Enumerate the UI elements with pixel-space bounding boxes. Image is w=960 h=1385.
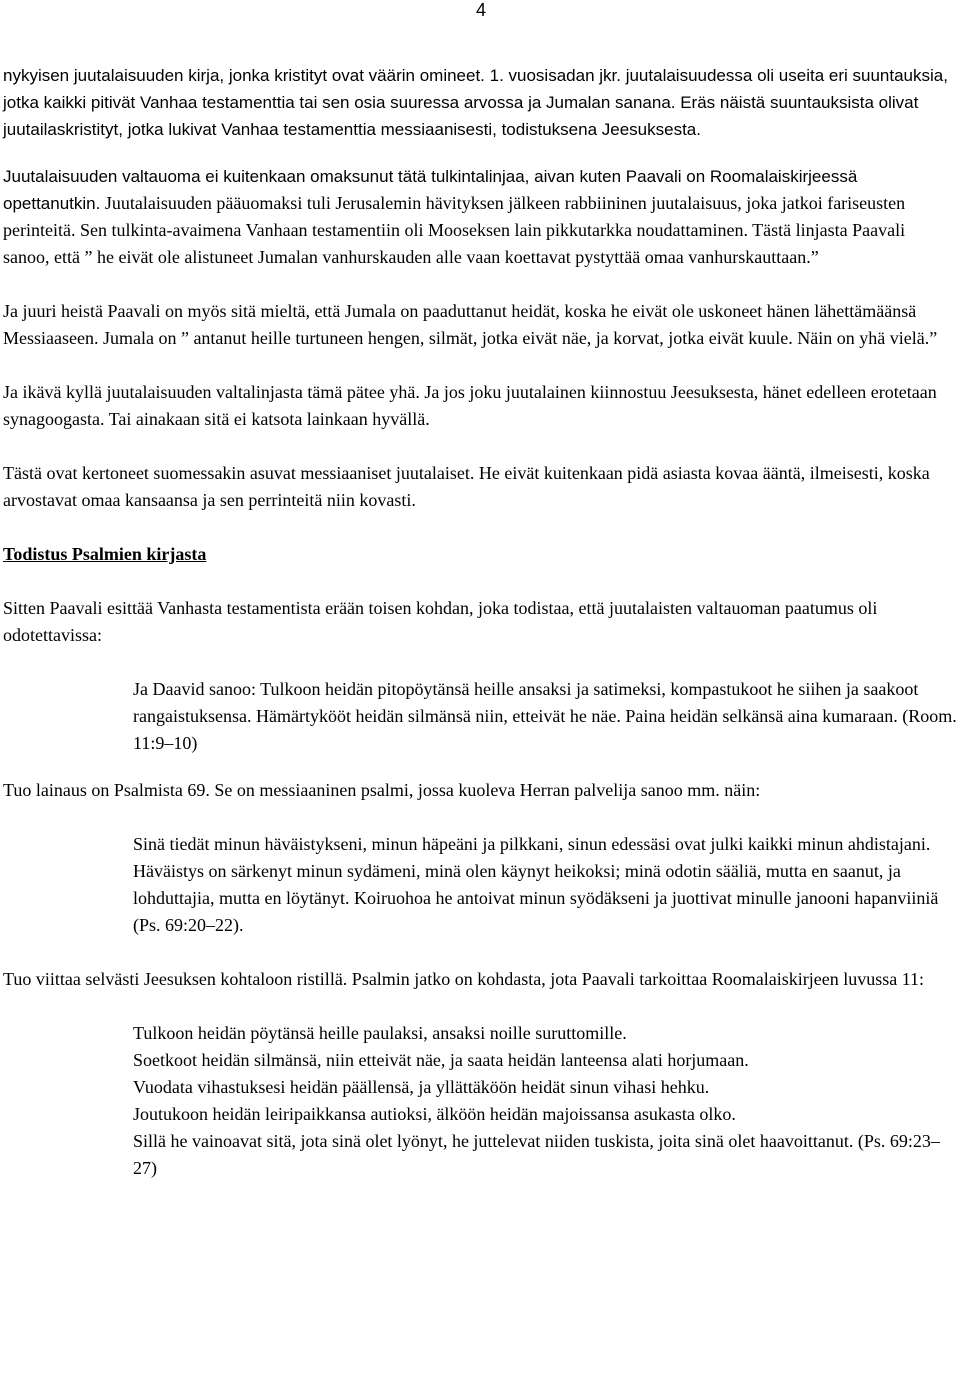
quote-line: Soetkoot heidän silmänsä, niin etteivät näe, ja saata heidän lanteensa alati horjumaan.	[133, 1050, 749, 1070]
paragraph-1-part-b: Eräs näistä suuntauksista olivat juutailaskristityt, jotka lukivat Vanhaa testamenttia messiaanisesti, todistuksena Jeesuksesta.	[3, 93, 919, 139]
paragraph-1	[3, 62, 953, 143]
quote-line: Sillä he vainoavat sitä, jota sinä olet lyönyt, he juttelevat niiden tuskista, joita sinä olet haavoittanut. (Ps. 69:23–27)	[133, 1131, 940, 1178]
paragraph-2-part-a: Juutalaisuuden valtauoma ei kuitenkaan omaksunut tätä tulkintalinjaa, aivan kuten Paavali on Roomalaiskirjeessä opettanutkin.	[3, 167, 858, 213]
paragraph-3: Ja juuri heistä Paavali on myös sitä mieltä, että Jumala on paaduttanut heidät, koska he eivät ole uskoneet hänen lähettämäänsä Messiaaseen. Jumala on ” antanut heille turtuneen hengen, silmät, jotka eivät näe, ja korvat, jotka eivät kuule. Näin on yhä vielä.”	[3, 301, 938, 348]
block-quote-1: Ja Daavid sanoo: Tulkoon heidän pitopöytänsä heille ansaksi ja satimeksi, kompastukoot he siihen ja saakoot rangaistuksensa. Hämärtykööt heidän silmänsä niin, etteivät he näe. Paina heidän selkänsä aina kumaraan. (Room. 11:9–10)	[133, 679, 957, 753]
paragraph-7: Tuo lainaus on Psalmista 69. Se on messiaaninen psalmi, jossa kuoleva Herran palvelija sanoo mm. näin:	[3, 780, 761, 800]
quote-line: Tulkoon heidän pöytänsä heille paulaksi, ansaksi noille suruttomille.	[133, 1023, 627, 1043]
paragraph-5: Tästä ovat kertoneet suomessakin asuvat messiaaniset juutalaiset. He eivät kuitenkaan pidä asiasta kovaa ääntä, ilmeisesti, koska arvostavat omaa kansaansa ja sen perrinteitä niin kovasti.	[3, 463, 930, 510]
paragraph-2	[3, 163, 953, 271]
quote-line: Joutukoon heidän leiripaikkansa autioksi, älköön heidän majoissansa asukasta olko.	[133, 1104, 736, 1124]
paragraph-6: Sitten Paavali esittää Vanhasta testamentista erään toisen kohdan, joka todistaa, että juutalaisten valtauoman paatumus oli odotettavissa:	[3, 598, 878, 645]
quote-line: Vuodata vihastuksesi heidän päällensä, ja yllättäköön heidät sinun vihasi hehku.	[133, 1077, 710, 1097]
block-quote-3	[133, 1020, 960, 1182]
paragraph-4: Ja ikävä kyllä juutalaisuuden valtalinjasta tämä pätee yhä. Ja jos joku juutalainen kiinnostuu Jeesuksesta, hänet edelleen erotetaan synagoogasta. Tai ainakaan sitä ei katsota lainkaan hyvällä.	[3, 382, 937, 429]
block-quote-2: Sinä tiedät minun häväistykseni, minun häpeäni ja pilkkani, sinun edessäsi ovat julki kaikki minun ahdistajani. Häväistys on särkenyt minun sydämeni, minä olen käynyt heikoksi; minä odotin sääliä, mutta en saanut, ja lohduttajia, mutta en löytänyt. Koiruohoa he antoivat minun syödäkseni ja juottivat minulle janooni hapanviiniä (Ps. 69:20–22).	[133, 834, 939, 935]
document-body	[3, 62, 957, 1182]
paragraph-8: Tuo viittaa selvästi Jeesuksen kohtaloon ristillä. Psalmin jatko on kohdasta, jota Paavali tarkoittaa Roomalaiskirjeen luvussa 11:	[3, 969, 925, 989]
paragraph-1-part-a: nykyisen juutalaisuuden kirja, jonka kristityt ovat väärin omineet. 1. vuosisadan jkr. juutalaisuudessa oli useita eri suuntauksia, jotka kaikki pitivät Vanhaa testamenttia tai sen osia suuressa arvossa ja Jumalan sanana.	[3, 66, 948, 112]
section-heading: Todistus Psalmien kirjasta	[3, 544, 207, 564]
page-number: 4	[476, 0, 487, 20]
paragraph-2-part-b: Juutalaisuuden pääuomaksi tuli Jerusalemin hävityksen jälkeen rabbiininen juutalaisuus, joka jatkoi fariseusten perinteitä. Sen tulkinta-avaimena Vanhaan testamentiin oli Mooseksen lain pikkutarkka noudattaminen. Tästä linjasta Paavali sanoo, että ” he eivät ole alistuneet Jumalan vanhurskauden alle vaan koettavat pystyttää omaa vanhurskauttaan.”	[3, 193, 906, 267]
